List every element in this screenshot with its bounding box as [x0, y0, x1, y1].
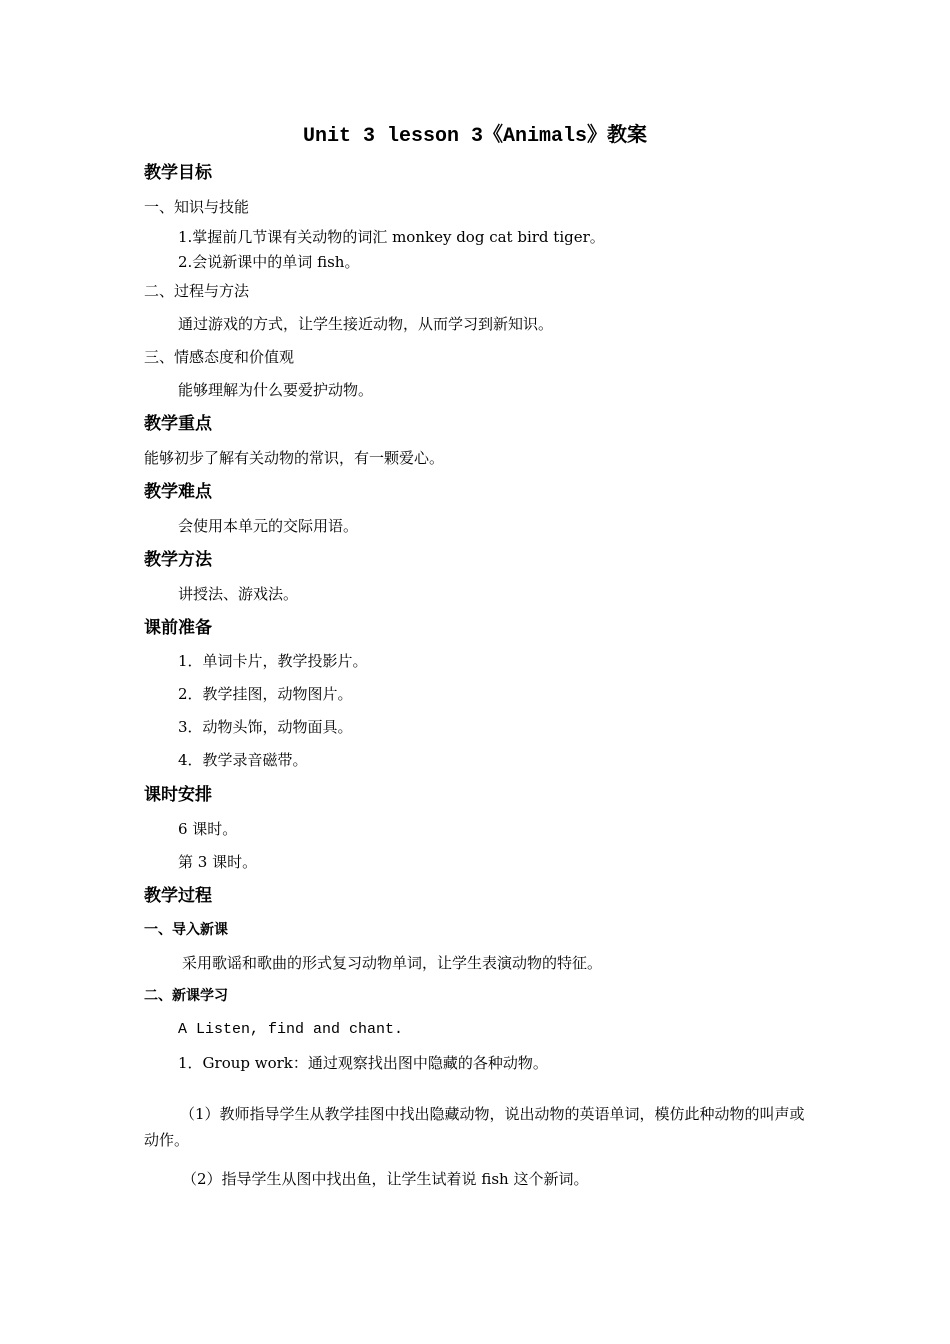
step-1-paragraph: （1）教师指导学生从教学挂图中找出隐藏动物，说出动物的英语单词，模仿此种动物的叫声或动作。 — [144, 1105, 805, 1149]
process-heading: 教学过程 — [144, 886, 212, 906]
group-work-item: 1．Group work：通过观察找出图中隐藏的各种动物。 — [178, 1054, 548, 1072]
process-section-1: 一、导入新课 — [144, 922, 228, 938]
schedule-current: 第 3 课时。 — [178, 853, 258, 871]
preparation-item: 1．单词卡片，教学投影片。 — [178, 652, 368, 670]
preparation-item: 2．教学挂图，动物图片。 — [178, 685, 353, 703]
goals-section-2-text: 通过游戏的方式，让学生接近动物，从而学习到新知识。 — [178, 315, 554, 333]
document-title: Unit 3 lesson 3《Animals》教案 — [302, 125, 648, 148]
goals-section-1: 一、知识与技能 — [144, 198, 250, 216]
goals-item-1: 1.掌握前几节课有关动物的词汇 monkey dog cat bird tiger。 — [178, 228, 605, 246]
methods-text: 讲授法、游戏法。 — [178, 585, 299, 603]
preparation-item: 4．教学录音磁带。 — [178, 751, 308, 769]
schedule-heading: 课时安排 — [144, 785, 212, 805]
goals-heading: 教学目标 — [144, 163, 212, 183]
key-points-text: 能够初步了解有关动物的常识，有一颗爱心。 — [144, 449, 445, 467]
key-points-heading: 教学重点 — [144, 414, 212, 434]
goals-section-3: 三、情感态度和价值观 — [144, 348, 295, 366]
goals-section-2: 二、过程与方法 — [144, 282, 250, 300]
goals-item-2: 2.会说新课中的单词 fish。 — [178, 253, 360, 271]
methods-heading: 教学方法 — [144, 550, 212, 570]
process-section-2: 二、新课学习 — [144, 988, 228, 1004]
goals-section-3-text: 能够理解为什么要爱护动物。 — [178, 381, 374, 399]
schedule-total: 6 课时。 — [178, 820, 238, 838]
step-2-paragraph: （2）指导学生从图中找出鱼，让学生试着说 fish 这个新词。 — [182, 1170, 589, 1188]
difficulties-heading: 教学难点 — [144, 482, 212, 502]
difficulties-text: 会使用本单元的交际用语。 — [178, 517, 359, 535]
part-a-label: A Listen, find and chant. — [178, 1021, 404, 1038]
process-section-1-text: 采用歌谣和歌曲的形式复习动物单词，让学生表演动物的特征。 — [182, 954, 603, 972]
preparation-heading: 课前准备 — [144, 618, 212, 638]
preparation-item: 3．动物头饰，动物面具。 — [178, 718, 353, 736]
